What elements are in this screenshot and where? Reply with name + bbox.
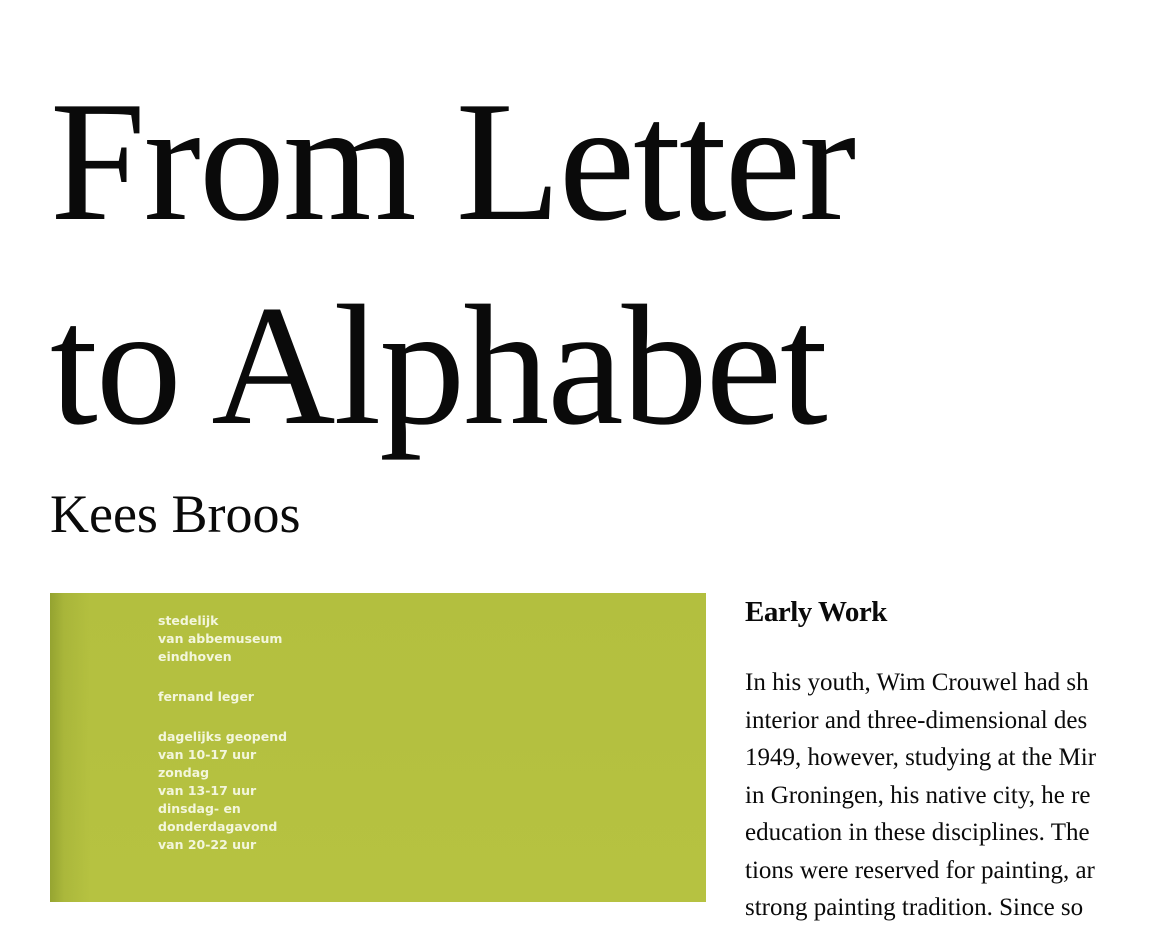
poster-line: dagelijks geopend [158, 729, 288, 744]
title-line-2: to Alphabet [50, 271, 826, 461]
body-line: In his youth, Wim Crouwel had sh [745, 669, 1089, 696]
body-line: tions were reserved for painting, ar [745, 856, 1095, 884]
body-paragraph [745, 664, 1151, 927]
author-name: Kees Broos [50, 484, 301, 544]
title-line-1: From Letter [50, 67, 855, 257]
poster-line: stedelijk [158, 613, 219, 628]
poster-line: van 10-17 uur [158, 747, 257, 762]
poster-text [158, 612, 287, 854]
body-line: 1949, however, studying at the Mir [745, 744, 1097, 771]
article-title [50, 60, 854, 468]
poster-line: van abbemuseum [158, 631, 283, 646]
poster-image [50, 593, 706, 902]
poster-line: zondag [158, 765, 210, 780]
body-line: interior and three-dimensional des [745, 706, 1088, 734]
poster-line: donderdagavond [158, 819, 278, 834]
poster-line: van 13-17 uur [158, 783, 257, 798]
body-line: education in these disciplines. The [745, 819, 1090, 846]
body-line: strong painting tradition. Since so [745, 894, 1084, 921]
poster-line: van 20-22 uur [158, 837, 257, 852]
poster-line: fernand leger [158, 689, 254, 704]
section-heading: Early Work [745, 596, 887, 628]
poster-line: dinsdag- en [158, 801, 241, 816]
poster-line: eindhoven [158, 649, 232, 664]
body-line: in Groningen, his native city, he re [745, 781, 1091, 809]
